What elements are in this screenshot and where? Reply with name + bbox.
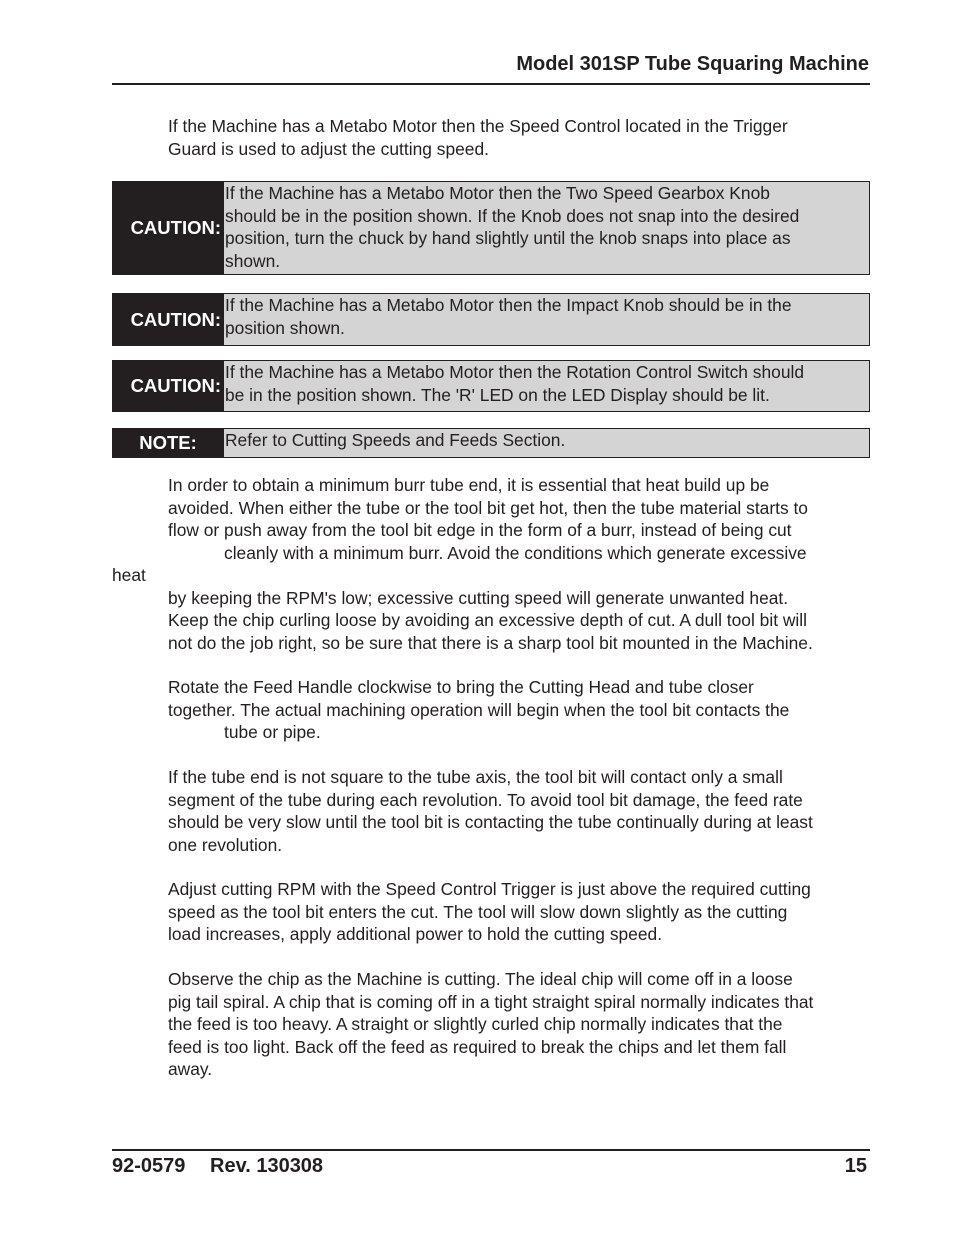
caution-box-impact	[112, 293, 870, 346]
text-line: be in the position shown. The 'R' LED on the LED Display should be lit.	[225, 384, 770, 405]
intro-paragraph	[168, 115, 868, 160]
paragraph-burr	[112, 474, 868, 654]
text-line: Keep the chip curling loose by avoiding an excessive depth of cut. A dull tool bit will	[168, 610, 808, 630]
text-line: one revolution.	[168, 834, 283, 855]
text-line: If the tube end is not square to the tube axis, the tool bit will contact only a small	[168, 767, 783, 787]
footer-page-number: 15	[844, 1155, 867, 1177]
page-header-title: Model 301SP Tube Squaring Machine	[516, 53, 869, 75]
text-line: If the Machine has a Metabo Motor then the Speed Control located in the Trigger	[168, 116, 788, 136]
text-line: In order to obtain a minimum burr tube end, it is essential that heat build up be	[168, 475, 770, 495]
text-line: pig tail spiral. A chip that is coming off in a tight straight spiral normally indicates that	[168, 991, 814, 1012]
footer-rule	[112, 1149, 870, 1151]
text-line: segment of the tube during each revolution. To avoid tool bit damage, the feed rate	[168, 789, 803, 810]
text-line: Observe the chip as the Machine is cutting. The ideal chip will come off in a loose	[168, 969, 793, 989]
text-line: shown.	[225, 250, 281, 271]
text-line: Rotate the Feed Handle clockwise to bring the Cutting Head and tube closer	[168, 677, 754, 697]
caution-label: CAUTION:	[113, 361, 223, 411]
text-line: should be very slow until the tool bit is contacting the tube continually during at least	[168, 812, 813, 832]
header-rule	[112, 83, 870, 85]
text-line: together. The actual machining operation will begin when the tool bit contacts the	[168, 699, 790, 720]
caution-text	[223, 361, 869, 411]
text-line: load increases, apply additional power to hold the cutting speed.	[168, 924, 663, 944]
text-line: Guard is used to adjust the cutting speed.	[168, 138, 489, 159]
text-line: Refer to Cutting Speeds and Feeds Section.	[225, 430, 566, 450]
caution-label: CAUTION:	[113, 294, 223, 345]
text-line: If the Machine has a Metabo Motor then the Rotation Control Switch should	[225, 362, 805, 382]
caution-label: CAUTION:	[113, 182, 223, 274]
caution-text	[223, 182, 869, 274]
text-line: heat	[112, 565, 146, 585]
caution-box-rotation	[112, 360, 870, 412]
text-line: position, turn the chuck by hand slightly until the knob snaps into place as	[225, 228, 791, 248]
text-line: speed as the tool bit enters the cut. The tool will slow down slightly as the cutting	[168, 901, 788, 922]
paragraph-chip	[168, 968, 868, 1081]
paragraph-feed-handle	[168, 676, 868, 744]
caution-text	[223, 294, 869, 345]
text-line: feed is too light. Back off the feed as required to break the chips and let them fall	[168, 1036, 787, 1057]
text-line: If the Machine has a Metabo Motor then the Impact Knob should be in the	[225, 295, 792, 315]
paragraph-cutting-rpm	[168, 878, 868, 946]
text-line: away.	[168, 1059, 213, 1079]
text-line: flow or push away from the tool bit edge in the form of a burr, instead of being cut	[168, 520, 792, 540]
text-line: Adjust cutting RPM with the Speed Control Trigger is just above the required cutting	[168, 879, 811, 899]
note-label: NOTE:	[113, 429, 223, 457]
footer-revision: Rev. 130308	[210, 1155, 324, 1177]
note-box	[112, 428, 870, 458]
text-line: position shown.	[225, 317, 345, 338]
note-text	[223, 429, 869, 457]
text-line: should be in the position shown. If the Knob does not snap into the desired	[225, 205, 800, 226]
caution-box-gearbox	[112, 181, 870, 275]
text-line: by keeping the RPM's low; excessive cutting speed will generate unwanted heat.	[168, 587, 789, 608]
footer-doc-number: 92-0579	[112, 1155, 186, 1177]
text-line: the feed is too heavy. A straight or slightly curled chip normally indicates that the	[168, 1014, 783, 1034]
paragraph-tube-axis	[168, 766, 868, 856]
text-line: not do the job right, so be sure that there is a sharp tool bit mounted in the Machine.	[168, 632, 813, 653]
text-line: If the Machine has a Metabo Motor then the Two Speed Gearbox Knob	[225, 183, 770, 203]
text-line: avoided. When either the tube or the tool bit get hot, then the tube material starts to	[168, 497, 808, 518]
text-line: cleanly with a minimum burr. Avoid the conditions which generate excessive	[224, 542, 807, 563]
text-line: tube or pipe.	[224, 722, 321, 742]
